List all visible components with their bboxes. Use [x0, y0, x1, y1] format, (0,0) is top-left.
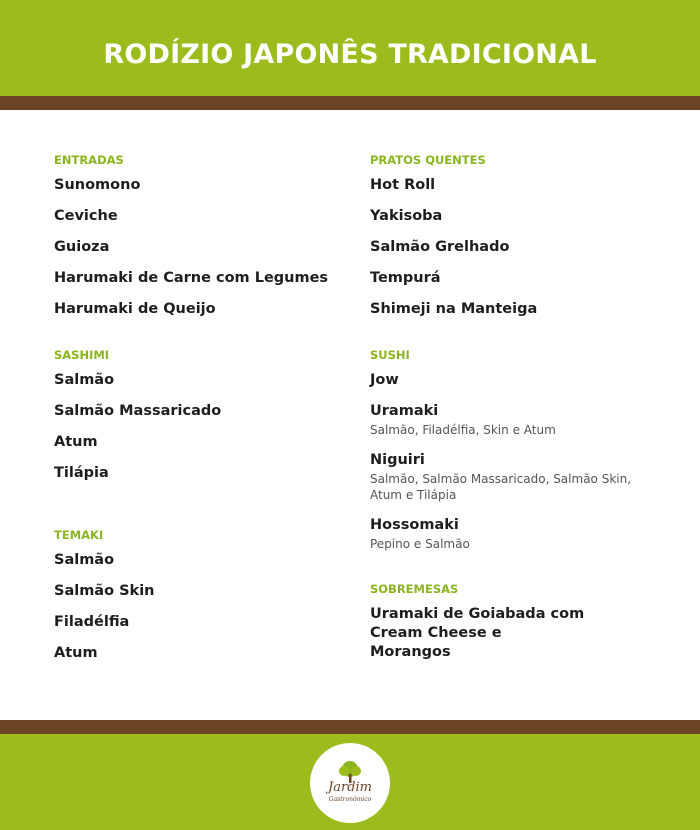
section-temaki — [54, 528, 354, 662]
logo-title: Jardim — [328, 780, 372, 795]
section-title: TEMAKI — [54, 528, 104, 542]
section-sashimi — [54, 348, 354, 482]
menu-item: Ceviche — [54, 208, 118, 224]
section-sushi — [370, 348, 670, 552]
menu-item: Salmão Massaricado — [54, 403, 222, 419]
section-title: ENTRADAS — [54, 153, 124, 167]
menu-item: Salmão Skin — [54, 583, 155, 599]
menu-item: Yakisoba — [370, 208, 443, 224]
menu-item-description: Salmão, Salmão Massaricado, Salmão Skin, Atum e Tilápia — [370, 472, 632, 502]
menu-item: Tempurá — [370, 270, 441, 286]
menu-item: Sunomono — [54, 177, 141, 193]
top-divider-bar — [0, 96, 700, 110]
menu-item: Tilápia — [54, 465, 109, 481]
menu-item: Hot Roll — [370, 177, 436, 193]
section-title: PRATOS QUENTES — [370, 153, 486, 167]
logo-subtitle: Gastronômico — [328, 796, 372, 803]
menu-item: Uramaki — [370, 403, 439, 419]
left-menu-column — [54, 153, 354, 675]
section-title: SASHIMI — [54, 348, 110, 362]
menu-item: Jow — [370, 372, 399, 388]
restaurant-logo — [310, 743, 390, 823]
menu-item: Atum — [54, 434, 98, 450]
menu-item: Filadélfia — [54, 614, 130, 630]
bottom-divider-bar — [0, 720, 700, 734]
menu-item: Shimeji na Manteiga — [370, 301, 538, 317]
section-title: SUSHI — [370, 348, 410, 362]
menu-item: Guioza — [54, 239, 110, 255]
menu-item-description: Pepino e Salmão — [370, 537, 470, 551]
section-sobremesas — [370, 582, 670, 662]
header-banner — [0, 0, 700, 96]
section-title: SOBREMESAS — [370, 582, 459, 596]
section-pratos-quentes — [370, 153, 670, 318]
right-menu-column — [370, 153, 670, 675]
page-title: RODÍZIO JAPONÊS TRADICIONAL — [103, 38, 597, 70]
menu-item: Salmão — [54, 372, 115, 388]
menu-item: Hossomaki — [370, 517, 459, 533]
menu-item: Harumaki de Carne com Legumes — [54, 270, 329, 286]
menu-item-description: Salmão, Filadélfia, Skin e Atum — [370, 423, 556, 437]
menu-item: Niguiri — [370, 452, 425, 468]
menu-item: Atum — [54, 645, 98, 661]
menu-item: Harumaki de Queijo — [54, 301, 216, 317]
menu-item: Salmão — [54, 552, 115, 568]
menu-item: Salmão Grelhado — [370, 239, 510, 255]
menu-item: Uramaki de Goiabada com Cream Cheese e Morangos — [370, 606, 585, 660]
section-entradas — [54, 153, 354, 318]
